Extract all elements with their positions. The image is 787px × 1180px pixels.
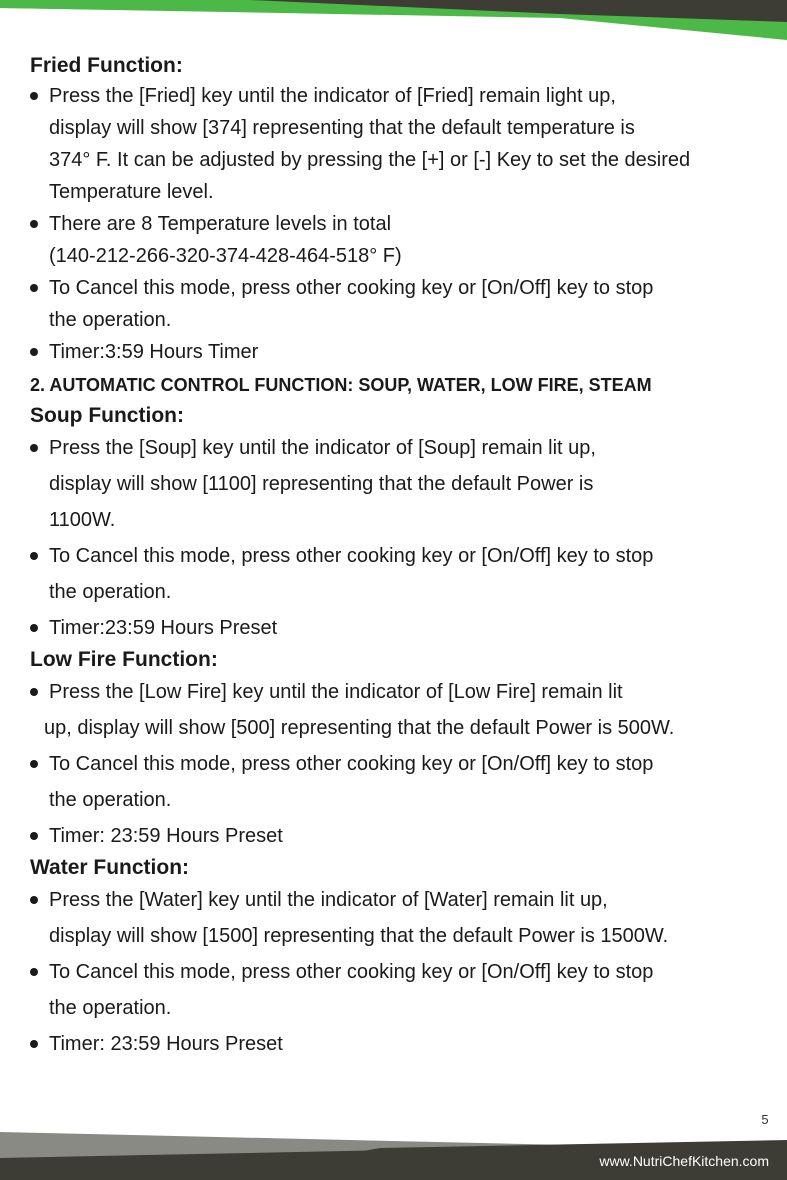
list-item: Press the [Fried] key until the indicator of [Fried] remain light up, display will show [374] representing that the default temperature is 374° F. It can be adjusted by pressing the [+] or [-] Key to set the desired Temperature level.: [30, 80, 760, 208]
list-item: Timer:3:59 Hours Timer: [30, 336, 760, 368]
list-item: Timer: 23:59 Hours Preset: [30, 1026, 760, 1062]
bullet-icon: [30, 896, 38, 904]
list-item: Press the [Low Fire] key until the indicator of [Low Fire] remain lit up, display will show [500] representing that the default Power is 500W.: [30, 674, 760, 746]
bullet-icon: [30, 552, 38, 560]
list-item: To Cancel this mode, press other cooking key or [On/Off] key to stop the operation.: [30, 746, 760, 818]
bullet-icon: [30, 220, 38, 228]
page-number: 5: [761, 1112, 769, 1127]
low-fire-function-heading: Low Fire Function:: [30, 648, 218, 671]
top-decorative-band: [0, 0, 787, 40]
soup-function-list: [30, 430, 760, 646]
section-2-title: 2. AUTOMATIC CONTROL FUNCTION: SOUP, WATER, LOW FIRE, STEAM: [30, 375, 652, 395]
list-item: Timer: 23:59 Hours Preset: [30, 818, 760, 854]
list-item: To Cancel this mode, press other cooking key or [On/Off] key to stop the operation.: [30, 538, 760, 610]
website-url: www.NutriChefKitchen.com: [599, 1153, 769, 1169]
list-item: To Cancel this mode, press other cooking key or [On/Off] key to stop the operation.: [30, 272, 760, 336]
bullet-icon: [30, 760, 38, 768]
low-fire-function-list: [30, 674, 760, 854]
bullet-icon: [30, 624, 38, 632]
bullet-icon: [30, 444, 38, 452]
list-item: Timer:23:59 Hours Preset: [30, 610, 760, 646]
bullet-icon: [30, 968, 38, 976]
list-item: To Cancel this mode, press other cooking key or [On/Off] key to stop the operation.: [30, 954, 760, 1026]
list-item: Press the [Soup] key until the indicator of [Soup] remain lit up, display will show [1100] representing that the default Power is 1100W.: [30, 430, 760, 538]
water-function-list: [30, 882, 760, 1062]
fried-function-heading: Fried Function:: [30, 54, 183, 77]
bullet-icon: [30, 348, 38, 356]
manual-content: [30, 52, 760, 1062]
list-item: There are 8 Temperature levels in total (140-212-266-320-374-428-464-518° F): [30, 208, 760, 272]
bullet-icon: [30, 832, 38, 840]
bullet-icon: [30, 1040, 38, 1048]
bullet-icon: [30, 284, 38, 292]
soup-function-heading: Soup Function:: [30, 404, 184, 427]
bullet-icon: [30, 688, 38, 696]
list-item: Press the [Water] key until the indicator of [Water] remain lit up, display will show [1500] representing that the default Power is 1500W.: [30, 882, 760, 954]
water-function-heading: Water Function:: [30, 856, 190, 879]
fried-function-list: [30, 80, 760, 368]
bullet-icon: [30, 92, 38, 100]
